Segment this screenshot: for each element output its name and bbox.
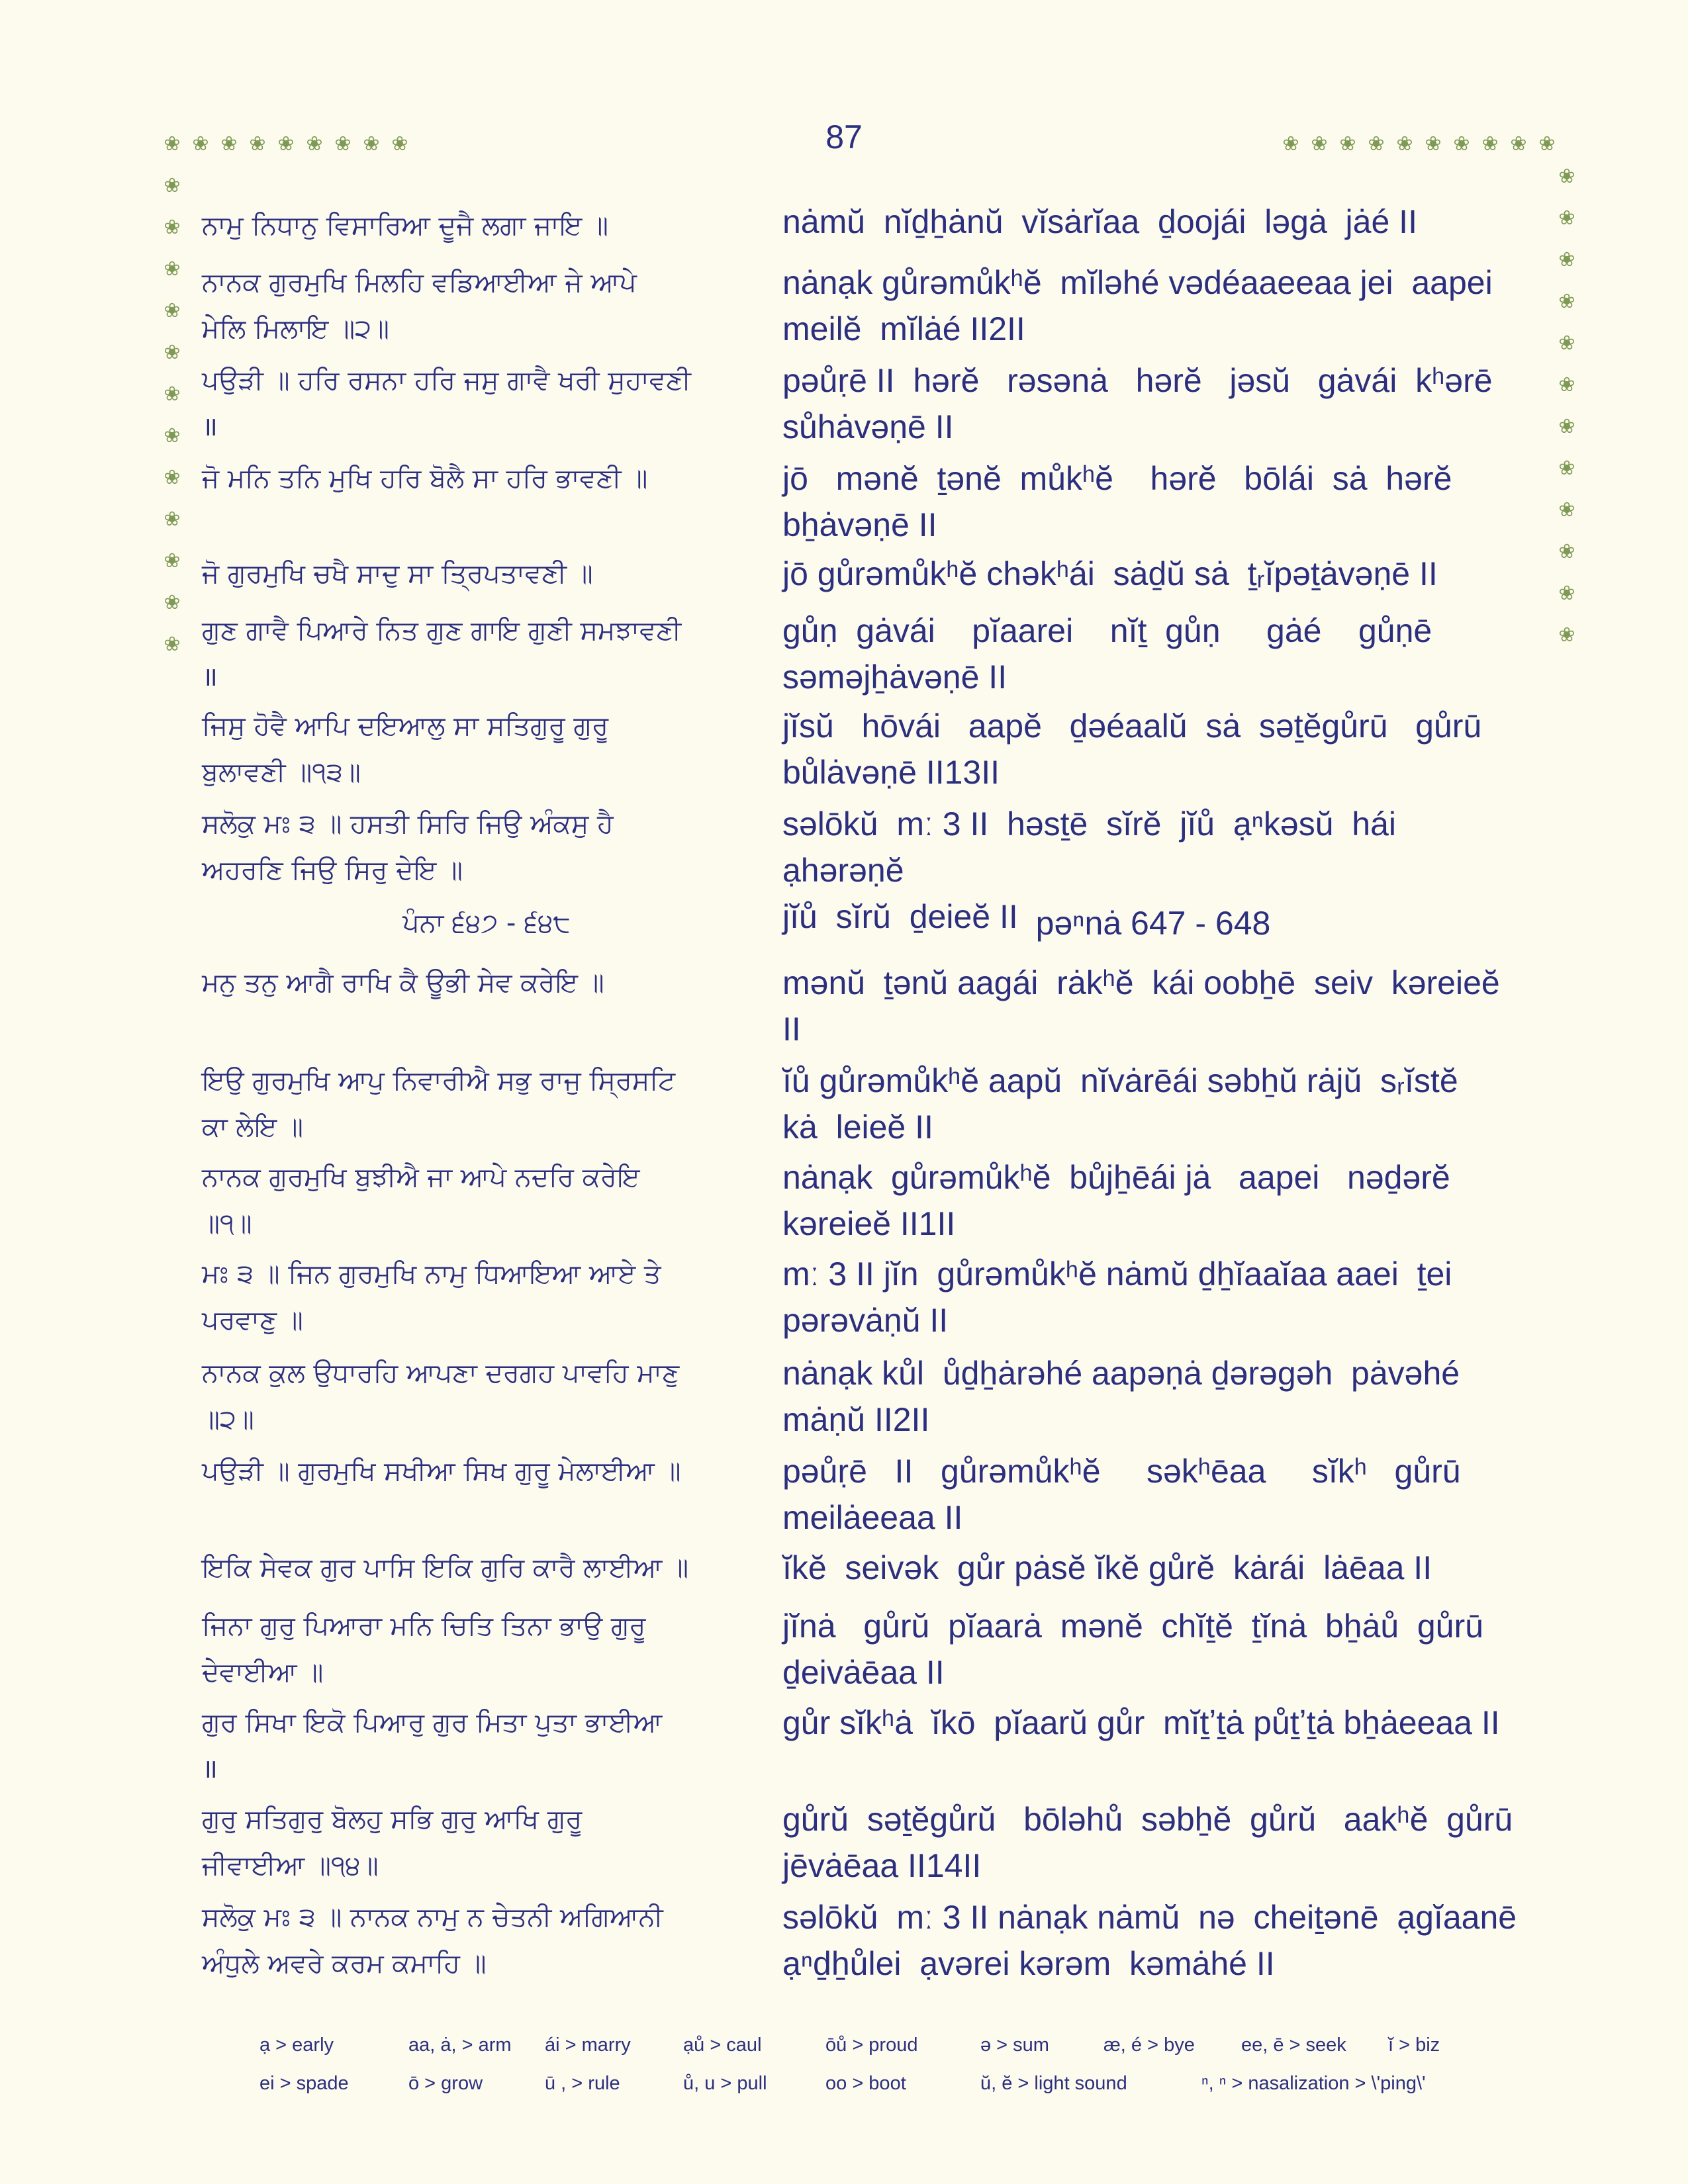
legend-item: ái > marry: [545, 2034, 631, 2056]
flower-ornament-icon: ❀: [1368, 132, 1385, 156]
flower-ornament-icon: ❀: [1558, 498, 1575, 522]
flower-ornament-icon: ❀: [1558, 457, 1575, 480]
flower-ornament-icon: ❀: [1282, 132, 1299, 156]
flower-ornament-icon: ❀: [220, 132, 238, 156]
flower-ornament-icon: ❀: [334, 132, 352, 156]
legend-item: ĭ > biz: [1388, 2034, 1440, 2056]
flower-ornament-icon: ❀: [1339, 132, 1356, 156]
flower-ornament-icon: ❀: [1396, 132, 1413, 156]
flower-ornament-icon: ❀: [164, 341, 181, 364]
flower-ornament-icon: ❀: [1558, 248, 1575, 271]
legend-item: ei > spade: [259, 2073, 349, 2094]
flower-ornament-icon: ❀: [1558, 332, 1575, 355]
flower-ornament-icon: ❀: [164, 591, 181, 614]
transliteration-line: ĭkĕ seivək gůr pȧsĕ ĭkĕ gůrĕ kȧrái lȧēaa II: [782, 1549, 1432, 1586]
legend-item: ū , > rule: [545, 2073, 620, 2094]
legend-item: ⁿ, ⁿ > nasalization > \'ping\': [1201, 2073, 1426, 2094]
flower-ornament-icon: ❀: [1538, 132, 1556, 156]
flower-ornament-icon: ❀: [1558, 373, 1575, 396]
page-number: 87: [825, 118, 863, 156]
flower-ornament-icon: ❀: [1558, 540, 1575, 563]
flower-ornament-icon: ❀: [164, 549, 181, 572]
gurmukhi-line: ਇਕਿ ਸੇਵਕ ਗੁਰ ਪਾਸਿ ਇਕਿ ਗੁਰਿ ਕਾਰੈ ਲਾਈਆ ॥: [202, 1553, 689, 1583]
flower-ornament-icon: ❀: [164, 466, 181, 489]
flower-ornament-icon: ❀: [306, 132, 323, 156]
transliteration-line: mː 3 II jĭn gůrəmůkʰĕ nȧmŭ ḏẖĭaaĭaa aaei ṯei pərəvȧṇŭ II: [782, 1255, 1452, 1339]
gurmukhi-line: ਸਲੋਕੁ ਮਃ ੩ ॥ ਹਸਤੀ ਸਿਰਿ ਜਿਉ ਅੰਕਸੁ ਹੈ ਅਹਰਣਿ ਜਿਉ ਸਿਰੁ ਦੇਇ ॥: [202, 809, 614, 886]
legend-item: ů, u > pull: [683, 2073, 767, 2094]
gurmukhi-line: ਗੁਰੁ ਸਤਿਗੁਰੁ ਬੋਲਹੁ ਸਭਿ ਗੁਰੁ ਆਖਿ ਗੁਰੂ ਜੀਵਾਈਆ ॥੧੪॥: [202, 1804, 583, 1881]
gurmukhi-line: ਜੋ ਮਨਿ ਤਨਿ ਮੁਖਿ ਹਰਿ ਬੋਲੈ ਸਾ ਹਰਿ ਭਾਵਣੀ ॥: [202, 463, 648, 494]
gurmukhi-line: ਨਾਨਕ ਗੁਰਮੁਖਿ ਬੁਝੀਐ ਜਾ ਆਪੇ ਨਦਰਿ ਕਰੇਇ ॥੧॥: [202, 1162, 640, 1239]
flower-ornament-icon: ❀: [164, 174, 181, 197]
gurmukhi-line: ਸਲੋਕੁ ਮਃ ੩ ॥ ਨਾਨਕ ਨਾਮੁ ਨ ਚੇਤਨੀ ਅਗਿਆਨੀ ਅੰਧੁਲੇ ਅਵਰੇ ਕਰਮ ਕਮਾਹਿ ॥: [202, 1902, 663, 1979]
transliteration-line: gůṇ gȧvái pĭaarei nĭṯ gůṇ gȧé gůṇē səməjẖȧvəṇē II: [782, 612, 1432, 696]
flower-ornament-icon: ❀: [164, 508, 181, 531]
transliteration-line: pəůṛē II hərĕ rəsənȧ hərĕ jəsŭ gȧvái kʰərē sůhȧvəṇē II: [782, 362, 1493, 445]
flower-ornament-icon: ❀: [1558, 623, 1575, 647]
gurmukhi-line: ਪਉੜੀ ॥ ਹਰਿ ਰਸਨਾ ਹਰਿ ਜਸੁ ਗਾਵੈ ਖਰੀ ਸੁਹਾਵਣੀ ॥: [202, 365, 691, 442]
legend-item: oo > boot: [825, 2073, 906, 2094]
legend-item: aa, ȧ, > arm: [408, 2034, 512, 2056]
legend-item: ee, ē > seek: [1241, 2034, 1346, 2056]
flower-ornament-icon: ❀: [1558, 206, 1575, 230]
transliteration-line: jō mənĕ ṯənĕ můkʰĕ hərĕ bōlái sȧ hərĕ bẖȧvəṇē II: [782, 460, 1452, 543]
flower-ornament-icon: ❀: [1558, 290, 1575, 313]
transliteration-line: mənŭ ṯənŭ aagái rȧkʰĕ kái oobẖē seiv kəreieĕ II: [782, 964, 1500, 1048]
flower-ornament-icon: ❀: [164, 633, 181, 656]
flower-ornament-icon: ❀: [164, 424, 181, 447]
legend-item: ạ > early: [259, 2034, 334, 2056]
flower-ornament-icon: ❀: [1558, 415, 1575, 438]
legend-item: ạů > caul: [683, 2034, 762, 2056]
transliteration-line: səlōkŭ mː 3 II həsṯē sĭrĕ jĭů ạⁿkəsŭ hái ạhərəṇĕ jĭů sĭrŭ ḏeieĕ II: [782, 805, 1397, 935]
gurmukhi-line: ਗੁਣ ਗਾਵੈ ਪਿਆਰੇ ਨਿਤ ਗੁਣ ਗਾਇ ਗੁਣੀ ਸਮਝਾਵਣੀ ॥: [202, 615, 682, 692]
transliteration-line: gůrŭ səṯĕgůrŭ bōləhů səbẖĕ gůrŭ aakʰĕ gůrū jēvȧēaa II14II: [782, 1801, 1513, 1884]
flower-ornament-icon: ❀: [1311, 132, 1328, 156]
flower-ornament-icon: ❀: [1558, 165, 1575, 188]
gurmukhi-line: ਜਿਨਾ ਗੁਰੁ ਪਿਆਰਾ ਮਨਿ ਚਿਤਿ ਤਿਨਾ ਭਾਉ ਗੁਰੂ ਦੇਵਾਈਆ ॥: [202, 1611, 646, 1688]
legend-item: ŭ, ĕ > light sound: [980, 2073, 1127, 2094]
legend-item: ō > grow: [408, 2073, 483, 2094]
gurmukhi-line: ਨਾਨਕ ਗੁਰਮੁਖਿ ਮਿਲਹਿ ਵਡਿਆਈਆ ਜੇ ਆਪੇ ਮੇਲਿ ਮਿਲਾਇ ॥੨॥: [202, 267, 637, 344]
flower-ornament-icon: ❀: [164, 216, 181, 239]
flower-ornament-icon: ❀: [277, 132, 295, 156]
gurmukhi-line: ਮਨੁ ਤਨੁ ਆਗੈ ਰਾਖਿ ਕੈ ਊਭੀ ਸੇਵ ਕਰੇਇ ॥: [202, 968, 604, 998]
gurmukhi-line: ਮਃ ੩ ॥ ਜਿਨ ਗੁਰਮੁਖਿ ਨਾਮੁ ਧਿਆਇਆ ਆਏ ਤੇ ਪਰਵਾਣੁ ॥: [202, 1259, 661, 1336]
gurmukhi-line: ਗੁਰ ਸਿਖਾ ਇਕੋ ਪਿਆਰੁ ਗੁਰ ਮਿਤਾ ਪੁਤਾ ਭਾਈਆ ॥: [202, 1707, 663, 1784]
flower-ornament-icon: ❀: [363, 132, 380, 156]
flower-ornament-icon: ❀: [1481, 132, 1499, 156]
legend-item: ə > sum: [980, 2034, 1049, 2056]
transliteration-line: nȧnạk gůrəmůkʰĕ bůjẖēái jȧ aapei nəḏərĕ kəreieĕ II1II: [782, 1159, 1450, 1242]
flower-ornament-icon: ❀: [1558, 582, 1575, 605]
gurmukhi-line: ਨਾਮੁ ਨਿਧਾਨੁ ਵਿਸਾਰਿਆ ਦੂਜੈ ਲਗਾ ਜਾਇ ॥: [202, 210, 608, 241]
transliteration-line: jĭnȧ gůrŭ pĭaarȧ mənĕ chĭṯĕ ṯĭnȧ bẖȧů gůrū ḏeivȧēaa II: [782, 1608, 1484, 1691]
flower-ornament-icon: ❀: [164, 299, 181, 322]
transliteration-line: nȧnạk gůrəmůkʰĕ mĭləhé vədéaaeeaa jei aapei meilĕ mĭlȧé II2II: [782, 264, 1493, 347]
gurmukhi-line: ਪਉੜੀ ॥ ਗੁਰਮੁਖਿ ਸਖੀਆ ਸਿਖ ਗੁਰੂ ਮੇਲਾਈਆ ॥: [202, 1456, 681, 1486]
gurmukhi-line: ਜਿਸੁ ਹੋਵੈ ਆਪਿ ਦਇਆਲੁ ਸਾ ਸਤਿਗੁਰੂ ਗੁਰੂ ਬੁਲਾਵਣੀ ॥੧੩॥: [202, 711, 609, 788]
transliteration-line: gůr sĭkʰȧ ĭkō pĭaarŭ gůr mĭṯʼṯȧ půṯʼṯȧ bẖȧeeaa II: [782, 1704, 1500, 1741]
page-reference-gurmukhi: ਪੰਨਾ ੬੪੭ - ੬੪੮: [402, 908, 571, 938]
transliteration-line: səlōkŭ mː 3 II nȧnạk nȧmŭ nə cheiṯənē ạgĭaanē ạⁿḏẖůlei ạvərei kərəm kəmȧhé II: [782, 1899, 1517, 1982]
flower-ornament-icon: ❀: [1453, 132, 1470, 156]
flower-ornament-icon: ❀: [391, 132, 408, 156]
flower-ornament-icon: ❀: [1510, 132, 1527, 156]
transliteration-line: ĭů gůrəmůkʰĕ aapŭ nĭvȧrēái səbẖŭ rȧjŭ sᵣĭstĕ kȧ leieĕ II: [782, 1062, 1458, 1146]
flower-ornament-icon: ❀: [164, 132, 181, 156]
flower-ornament-icon: ❀: [164, 383, 181, 406]
gurmukhi-line: ਜੋ ਗੁਰਮੁਖਿ ਚਖੈ ਸਾਦੁ ਸਾ ਤ੍ਰਿਪਤਾਵਣੀ ॥: [202, 559, 593, 589]
flower-ornament-icon: ❀: [164, 257, 181, 281]
gurmukhi-line: ਨਾਨਕ ਕੁਲ ਉਧਾਰਹਿ ਆਪਣਾ ਦਰਗਹ ਪਾਵਹਿ ਮਾਣੁ ॥੨॥: [202, 1358, 680, 1435]
transliteration-line: nȧmŭ nĭḏẖȧnŭ vĭsȧrĭaa ḏoojái ləgȧ jȧé II: [782, 203, 1417, 240]
transliteration-line: nȧnạk kůl ůḏẖȧrəhé aapəṇȧ ḏərəgəh pȧvəhé mȧṇŭ II2II: [782, 1355, 1460, 1438]
transliteration-line: jō gůrəmůkʰĕ chəkʰái sȧḏŭ sȧ ṯᵣĭpəṯȧvəṇē II: [782, 555, 1438, 592]
flower-ornament-icon: ❀: [249, 132, 266, 156]
legend-item: ōů > proud: [825, 2034, 918, 2056]
flower-ornament-icon: ❀: [192, 132, 209, 156]
flower-ornament-icon: ❀: [1425, 132, 1442, 156]
transliteration-line: jĭsŭ hōvái aapĕ ḏəéaalŭ sȧ səṯĕgůrū gůrū bůlȧvəṇē II13II: [782, 707, 1482, 791]
legend-item: æ, é > bye: [1103, 2034, 1195, 2056]
page-reference-translit: pəⁿnȧ 647 - 648: [1035, 905, 1271, 942]
gurmukhi-line: ਇਉ ਗੁਰਮੁਖਿ ਆਪੁ ਨਿਵਾਰੀਐ ਸਭੁ ਰਾਜੁ ਸ੍ਰਿਸਟਿ ਕਾ ਲੇਇ ॥: [202, 1066, 675, 1142]
transliteration-line: pəůṛē II gůrəmůkʰĕ səkʰēaa sĭkʰ gůrū meilȧeeaa II: [782, 1453, 1461, 1536]
